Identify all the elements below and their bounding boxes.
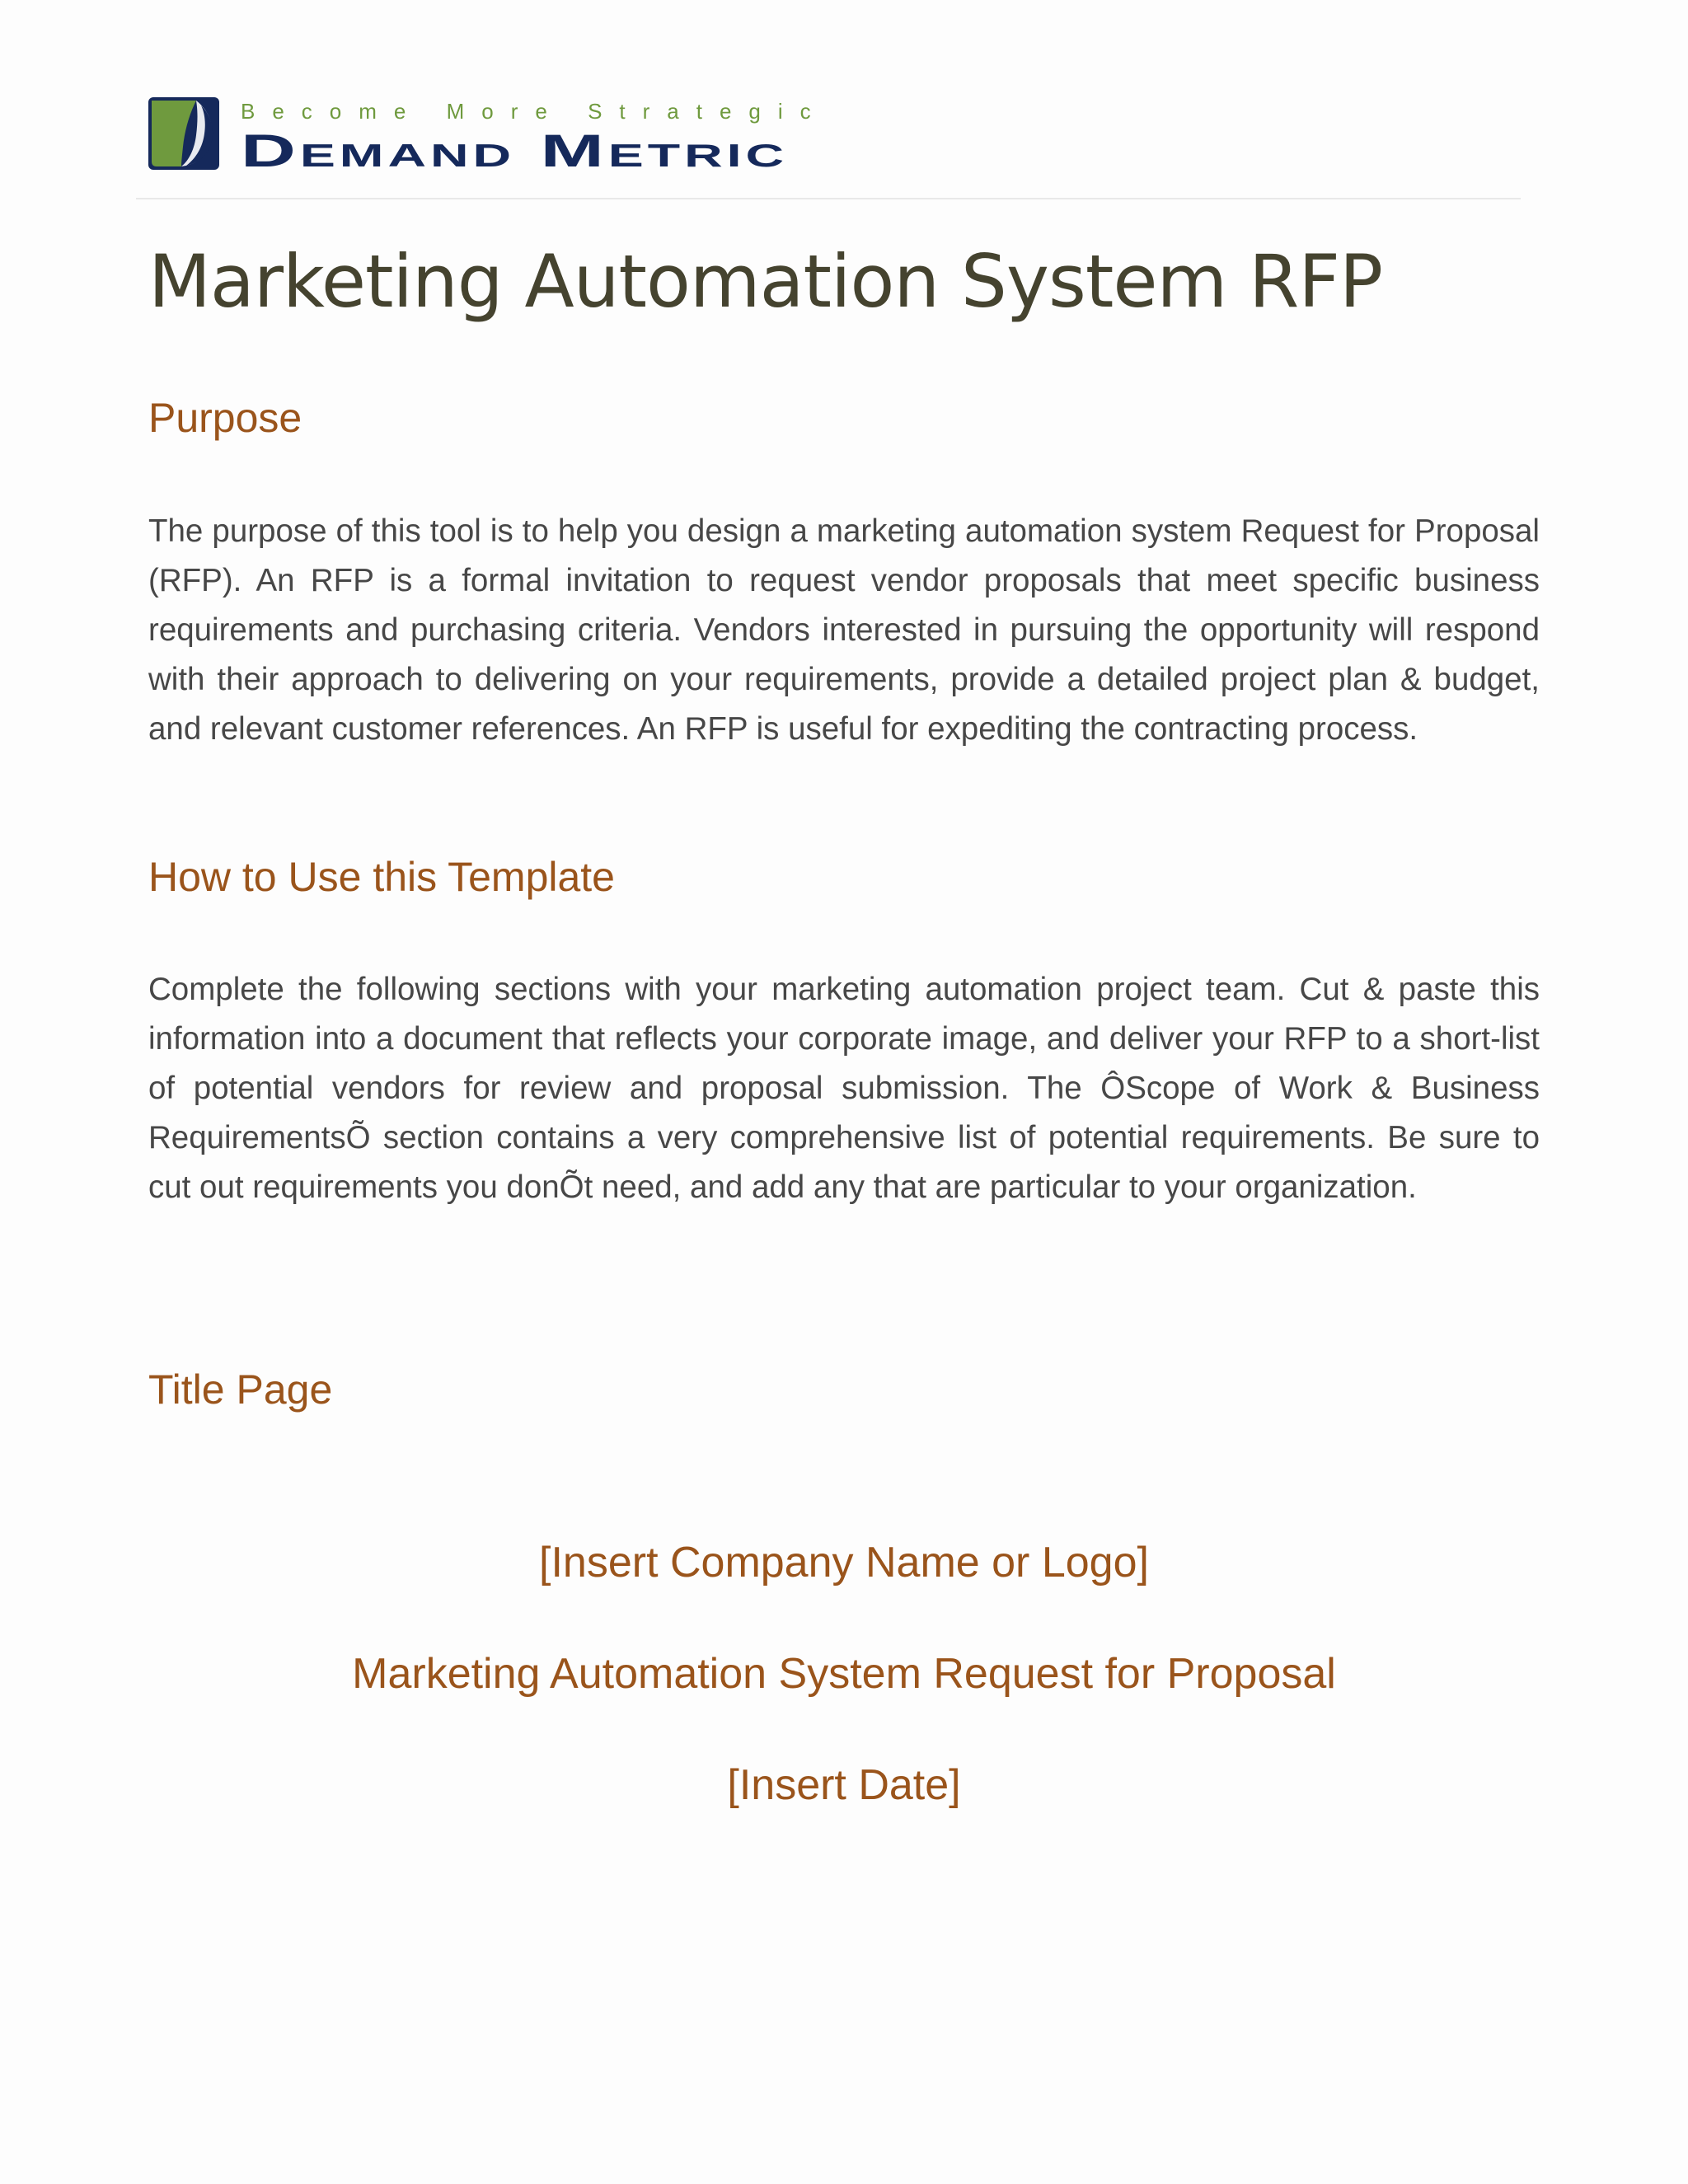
proposal-title-line: Marketing Automation System Request for Proposal — [352, 1650, 1336, 1698]
header-divider — [136, 198, 1521, 199]
date-placeholder: [Insert Date] — [727, 1761, 961, 1809]
document-title: Marketing Automation System RFP — [148, 239, 1383, 324]
logo-wordmark — [241, 124, 791, 173]
purpose-heading: Purpose — [148, 395, 302, 441]
how-to-use-heading: How to Use this Template — [148, 854, 615, 900]
logo-tagline: Become More Strategic — [241, 99, 828, 124]
company-name-placeholder: [Insert Company Name or Logo] — [539, 1539, 1149, 1586]
title-page-heading: Title Page — [148, 1366, 333, 1413]
logo-wordmark-text: Demand Metric — [241, 124, 788, 173]
how-to-use-paragraph: Complete the following sections with your marketing automation project team. Cut & paste this information into a document that reflects your corporate image, and deliver your RFP to a short-list of potential vendors for review and proposal submission. The ÔScope of Work & Business RequirementsÕ section contains a very comprehensive list of potential requirements. Be sure to cut out requirements you donÕt need, and add any that are particular to your organization. — [148, 972, 1540, 1205]
demand-metric-logo — [148, 97, 828, 173]
demand-metric-logo-mark — [148, 97, 219, 170]
purpose-paragraph: The purpose of this tool is to help you design a marketing automation system Request for Proposal (RFP). An RFP is a formal invitation to request vendor proposals that meet specific business requirements and purchasing criteria. Vendors interested in pursuing the opportunity will respond with their approach to delivering on your requirements, provide a detailed project plan & budget, and relevant customer references. An RFP is useful for expediting the contracting process. — [148, 513, 1540, 747]
